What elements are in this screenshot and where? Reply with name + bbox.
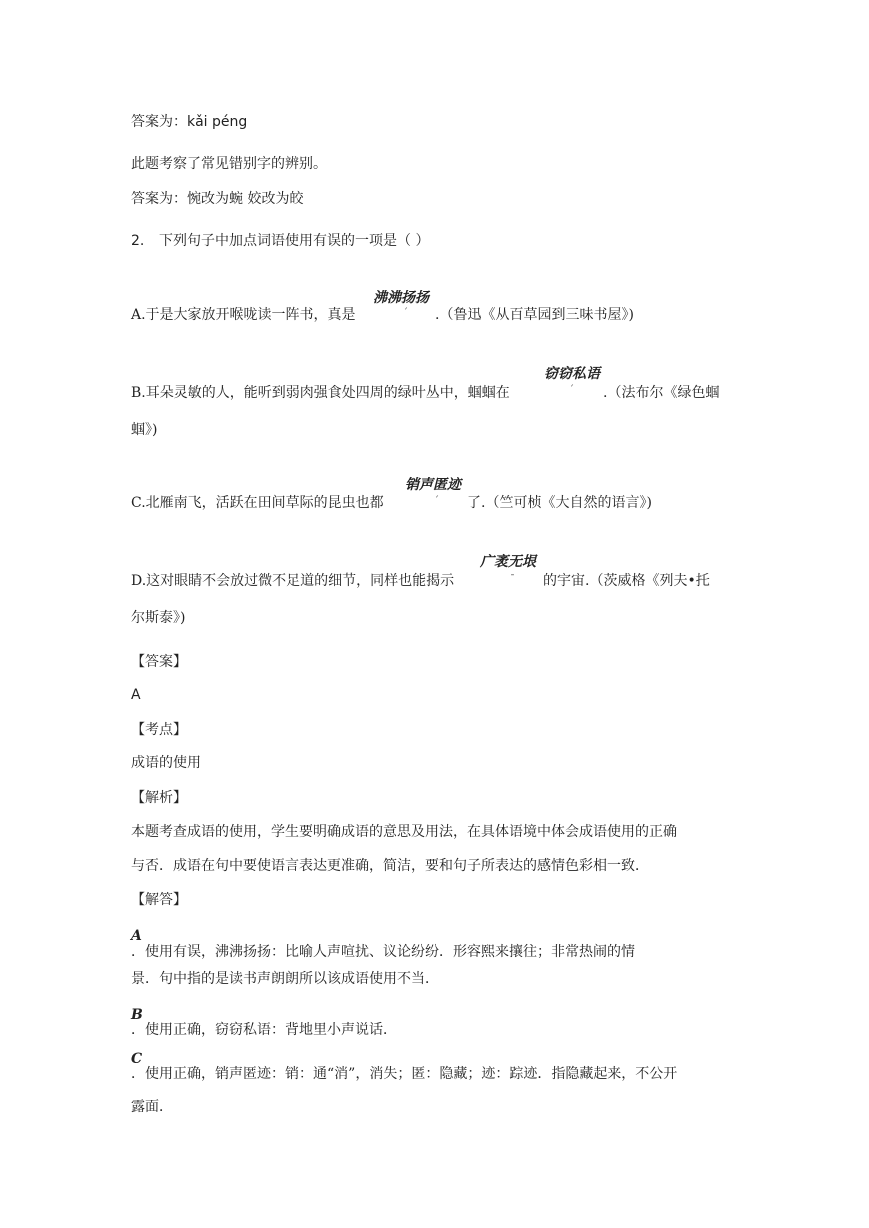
option-c-prefix: C.北雁南飞，活跃在田间草际的昆虫也都 <box>131 495 384 511</box>
knowledge-point-heading: 【考点】 <box>131 722 187 738</box>
option-a-blank-mark: ˊ <box>403 308 408 319</box>
option-c-suffix: 了.（竺可桢《大自然的语言》) <box>467 495 652 511</box>
analysis-line-1: 本题考查成语的使用，学生要明确成语的意思及用法，在具体语境中体会成语使用的正确 <box>131 824 677 840</box>
option-c-blank-mark: ˊ <box>434 496 439 507</box>
option-d-blank-mark: ˉ <box>510 574 515 585</box>
option-c-idiom: 销声匿迹 <box>405 477 461 493</box>
option-b-idiom: 窃窃私语 <box>544 366 600 382</box>
option-d-prefix: D.这对眼睛不会放过微不足道的细节，同样也能揭示 <box>131 573 455 589</box>
analysis-heading: 【解析】 <box>131 790 187 806</box>
option-b-continued: 蝈》) <box>131 422 158 438</box>
solution-b-letter: B <box>131 1007 143 1023</box>
knowledge-point-value: 成语的使用 <box>131 755 201 771</box>
answer-heading: 【答案】 <box>131 654 187 670</box>
option-a-prefix: A.于是大家放开喉咙读一阵书，真是 <box>131 307 356 323</box>
question-number: 2. <box>131 233 145 249</box>
solution-a-line-1: ．使用有误，沸沸扬扬：比喻人声喧扰、议论纷纷．形容熙来攘往；非常热闹的情 <box>131 944 635 960</box>
option-d-idiom: 广袤无垠 <box>480 554 536 570</box>
option-d-continued: 尔斯泰》) <box>131 610 186 626</box>
answer-line-2: 答案为：惋改为蜿 姣改为皎 <box>131 191 304 207</box>
option-b-suffix: .（法布尔《绿色蝈 <box>603 385 720 401</box>
solution-c-letter: C <box>131 1051 143 1067</box>
answer-line-1: 答案为：kǎi péng <box>131 114 248 130</box>
solution-c-line-2: 露面． <box>131 1099 173 1115</box>
option-a-idiom: 沸沸扬扬 <box>373 290 429 306</box>
option-a-suffix: .（鲁迅《从百草园到三味书屋》) <box>435 307 634 323</box>
solution-a-line-2: 景．句中指的是读书声朗朗所以该成语使用不当． <box>131 971 439 987</box>
analysis-line-2: 与否．成语在句中要使语言表达更准确，简洁，要和句子所表达的感情色彩相一致． <box>131 858 649 874</box>
explanation-line: 此题考察了常见错别字的辨别。 <box>131 156 327 172</box>
answer-value: A <box>131 687 141 703</box>
solution-heading: 【解答】 <box>131 892 187 908</box>
option-b-prefix: B.耳朵灵敏的人，能听到弱肉强食处四周的绿叶丛中，蝈蝈在 <box>131 385 510 401</box>
question-text: 下列句子中加点词语使用有误的一项是（ ） <box>159 233 430 249</box>
option-d-suffix: 的宇宙.（茨威格《列夫•托 <box>543 573 710 589</box>
solution-c-line-1: ．使用正确，销声匿迹：销：通“消”，消失；匿：隐藏；迹：踪迹．指隐藏起来，不公开 <box>131 1066 678 1082</box>
solution-a-letter: A <box>131 928 142 944</box>
solution-b-line-1: ．使用正确，窃窃私语：背地里小声说话． <box>131 1022 397 1038</box>
option-b-blank-mark: ˊ <box>569 385 574 396</box>
